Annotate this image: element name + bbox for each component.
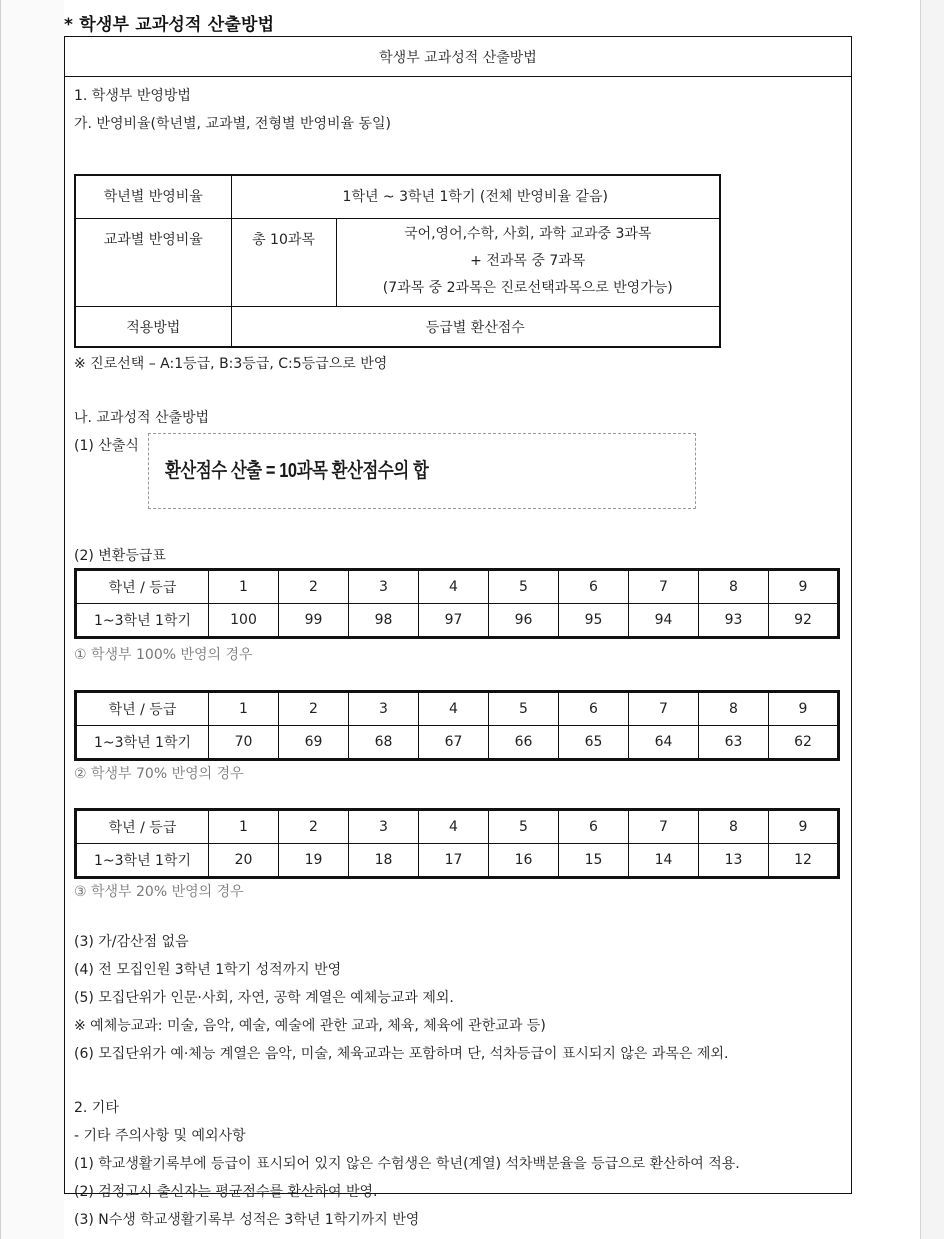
grade-cell: 4 [419, 810, 489, 844]
grade-table-label: (2) 변환등급표 [74, 548, 166, 564]
score-row [76, 844, 839, 878]
grade-cell: 6 [559, 692, 629, 726]
grade-cell: 3 [349, 692, 419, 726]
grade-cell: 5 [489, 810, 559, 844]
career-note: ※ 진로선택 – A:1등급, B:3등급, C:5등급으로 반영 [74, 356, 388, 372]
grade-cell: 9 [769, 810, 839, 844]
score-cell: 93 [699, 604, 769, 638]
ratio-table [74, 174, 721, 348]
score-cell: 69 [279, 726, 349, 760]
ratio-detail-line: 국어,영어,수학, 사회, 과학 교과중 3과목 [404, 225, 652, 242]
score-row-label: 1~3학년 1학기 [76, 726, 209, 760]
score-cell: 92 [769, 604, 839, 638]
section2-sub: - 기타 주의사항 및 예외사항 [74, 1128, 246, 1144]
score-cell: 96 [489, 604, 559, 638]
score-cell: 19 [279, 844, 349, 878]
grade-cell: 9 [769, 570, 839, 604]
grade-header-label: 학년 / 등급 [76, 810, 209, 844]
document-page [64, 0, 920, 1239]
list-item: (3) 가/감산점 없음 [74, 934, 189, 950]
section1-sub-b: 나. 교과성적 산출방법 [74, 410, 210, 426]
grade-table-caption: ② 학생부 70% 반영의 경우 [74, 766, 244, 782]
right-margin [920, 0, 944, 1239]
section1-heading: 1. 학생부 반영방법 [74, 88, 191, 104]
grade-cell: 5 [489, 570, 559, 604]
list-item: (4) 전 모집인원 3학년 1학기 성적까지 반영 [74, 962, 342, 978]
score-cell: 17 [419, 844, 489, 878]
content-box [64, 36, 852, 1228]
ratio-label: 교과별 반영비율 [75, 218, 231, 306]
page-title: * 학생부 교과성적 산출방법 [64, 15, 275, 35]
grade-header-row [76, 810, 839, 844]
score-cell: 66 [489, 726, 559, 760]
score-cell: 65 [559, 726, 629, 760]
score-cell: 12 [769, 844, 839, 878]
score-cell: 67 [419, 726, 489, 760]
score-cell: 62 [769, 726, 839, 760]
grade-cell: 7 [629, 692, 699, 726]
section2-heading: 2. 기타 [74, 1100, 119, 1116]
ratio-row-subject [75, 218, 720, 306]
score-cell: 63 [699, 726, 769, 760]
list-item: (5) 모집단위가 인문·사회, 자연, 공학 계열은 예체능교과 제외. [74, 990, 454, 1006]
grade-cell: 4 [419, 570, 489, 604]
grade-cell: 2 [279, 810, 349, 844]
grade-table-20 [74, 808, 840, 879]
grade-cell: 4 [419, 692, 489, 726]
ratio-label: 학년별 반영비율 [75, 175, 231, 218]
score-cell: 98 [349, 604, 419, 638]
score-row [76, 726, 839, 760]
grade-cell: 7 [629, 570, 699, 604]
ratio-label: 적용방법 [75, 306, 231, 347]
grade-cell: 9 [769, 692, 839, 726]
grade-cell: 2 [279, 570, 349, 604]
list-item: ※ 예체능교과: 미술, 음악, 예술, 예술에 관한 교과, 체육, 체육에 관한교과 등) [74, 1018, 546, 1034]
grade-cell: 8 [699, 570, 769, 604]
grade-cell: 6 [559, 810, 629, 844]
score-cell: 70 [209, 726, 279, 760]
box-header: 학생부 교과성적 산출방법 [65, 37, 851, 77]
ratio-detail-line: (7과목 중 2과목은 진로선택과목으로 반영가능) [382, 279, 673, 296]
ratio-value: 등급별 환산점수 [231, 306, 720, 347]
score-cell: 100 [209, 604, 279, 638]
formula-text: 환산점수 산출 = 10과목 환산점수의 합 [165, 459, 429, 482]
score-cell: 13 [699, 844, 769, 878]
ratio-row-grade [75, 175, 720, 218]
score-cell: 94 [629, 604, 699, 638]
score-cell: 16 [489, 844, 559, 878]
grade-cell: 2 [279, 692, 349, 726]
grade-cell: 7 [629, 810, 699, 844]
grade-header-label: 학년 / 등급 [76, 570, 209, 604]
grade-cell: 1 [209, 692, 279, 726]
list-item: (6) 모집단위가 예·체능 계열은 음악, 미술, 체육교과는 포함하며 단, 석차등급이 표시되지 않은 과목은 제외. [74, 1046, 729, 1062]
list-item: (2) 검정고시 출신자는 평균점수를 환산하여 반영. [74, 1184, 378, 1200]
ratio-row-method [75, 306, 720, 347]
grade-table-caption: ③ 학생부 20% 반영의 경우 [74, 884, 244, 900]
section1-sub-a: 가. 반영비율(학년별, 교과별, 전형별 반영비율 동일) [74, 116, 392, 132]
grade-header-label: 학년 / 등급 [76, 692, 209, 726]
formula-label: (1) 산출식 [74, 438, 139, 454]
ratio-count: 총 10과목 [231, 218, 336, 306]
score-cell: 99 [279, 604, 349, 638]
grade-table-70 [74, 690, 840, 761]
score-cell: 20 [209, 844, 279, 878]
score-cell: 18 [349, 844, 419, 878]
grade-cell: 1 [209, 810, 279, 844]
grade-cell: 8 [699, 810, 769, 844]
ratio-detail-line: + 전과목 중 7과목 [470, 252, 586, 269]
score-cell: 15 [559, 844, 629, 878]
score-row-label: 1~3학년 1학기 [76, 604, 209, 638]
grade-cell: 5 [489, 692, 559, 726]
score-cell: 97 [419, 604, 489, 638]
score-cell: 64 [629, 726, 699, 760]
score-cell: 68 [349, 726, 419, 760]
grade-table-caption: ① 학생부 100% 반영의 경우 [74, 647, 253, 663]
score-row [76, 604, 839, 638]
grade-cell: 3 [349, 570, 419, 604]
grade-cell: 6 [559, 570, 629, 604]
score-cell: 14 [629, 844, 699, 878]
grade-table-100 [74, 568, 840, 639]
grade-header-row [76, 692, 839, 726]
grade-cell: 8 [699, 692, 769, 726]
ratio-detail [336, 218, 720, 306]
grade-cell: 1 [209, 570, 279, 604]
list-item: (1) 학교생활기록부에 등급이 표시되어 있지 않은 수험생은 학년(계열) 석차백분율을 등급으로 환산하여 적용. [74, 1156, 740, 1172]
formula-box [148, 433, 696, 509]
grade-header-row [76, 570, 839, 604]
score-cell: 95 [559, 604, 629, 638]
ratio-value: 1학년 ~ 3학년 1학기 (전체 반영비율 같음) [231, 175, 720, 218]
list-item: (3) N수생 학교생활기록부 성적은 3학년 1학기까지 반영 [74, 1212, 420, 1228]
grade-cell: 3 [349, 810, 419, 844]
score-row-label: 1~3학년 1학기 [76, 844, 209, 878]
